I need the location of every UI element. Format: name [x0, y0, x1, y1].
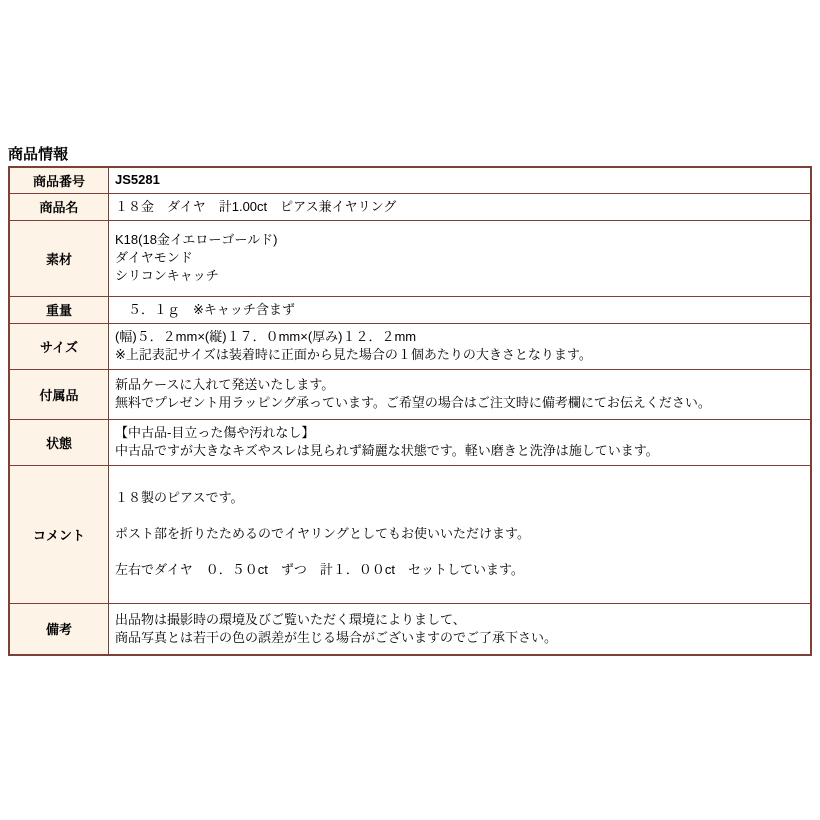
table-row [9, 603, 811, 655]
row-value-line [115, 507, 804, 525]
row-value [109, 220, 812, 296]
table-row [9, 465, 811, 603]
row-value-line: JS5281 [115, 172, 160, 188]
row-value-line: 新品ケースに入れて発送いたします。 [115, 377, 335, 392]
row-value-line: シリコンキャッチ [115, 268, 219, 283]
row-value [109, 193, 812, 220]
table-row [9, 296, 811, 323]
row-label: 備考 [9, 603, 109, 655]
row-label: コメント [9, 465, 109, 603]
row-value-line: 【中古品-目立った傷や汚れなし】 [115, 425, 315, 440]
row-value-line: ※上記表記サイズは装着時に正面から見た場合の１個あたりの大きさとなります。 [115, 347, 592, 362]
row-value-line [115, 543, 804, 561]
row-value-line: １８金 ダイヤ 計1.00ct ピアス兼イヤリング [115, 198, 397, 214]
page-title: 商品情報 [8, 146, 69, 163]
row-value-line: 左右でダイヤ ０．５０ct ずつ 計１．００ct セットしています。 [115, 562, 524, 577]
table-row [9, 323, 811, 369]
row-value [109, 323, 812, 369]
table-row [9, 220, 811, 296]
row-label: 状態 [9, 419, 109, 465]
row-label: 素材 [9, 220, 109, 296]
row-value-line: ポスト部を折りたためるのでイヤリングとしてもお使いいただけます。 [115, 526, 530, 541]
row-value [109, 369, 812, 419]
row-value-line: 出品物は撮影時の環境及びご覧いただく環境によりまして、 [115, 611, 466, 627]
row-label: 商品番号 [9, 167, 109, 193]
row-label: 付属品 [9, 369, 109, 419]
table-row [9, 167, 811, 193]
row-value-line: ダイヤモンド [115, 250, 193, 265]
table-row [9, 193, 811, 220]
row-value [109, 167, 812, 193]
row-value-line: K18(18金イエローゴールド) [115, 232, 278, 247]
row-value [109, 603, 812, 655]
row-value-line: １８製のピアスです。 [115, 490, 244, 505]
row-value-line: 中古品ですが大きなキズやスレは見られず綺麗な状態です。軽い磨きと洗浄は施しています。 [115, 443, 659, 458]
row-value [109, 296, 812, 323]
product-info-table [8, 166, 812, 656]
table-row [9, 369, 811, 419]
table-row [9, 419, 811, 465]
row-value-line: 無料でプレゼント用ラッピング承っています。ご希望の場合はご注文時に備考欄にてお伝えください。 [115, 395, 711, 410]
row-value [109, 419, 812, 465]
row-value-line: (幅)５．２mm×(縦)１７．０mm×(厚み)１２．２mm [115, 329, 417, 344]
row-value [109, 465, 812, 603]
row-value-line: ５．１ｇ ※キャッチ含まず [115, 301, 295, 317]
row-label: サイズ [9, 323, 109, 369]
row-value-line: 商品写真とは若干の色の誤差が生じる場合がございますのでご了承下さい。 [115, 629, 558, 645]
row-label: 重量 [9, 296, 109, 323]
row-label: 商品名 [9, 193, 109, 220]
product-info-table-body [9, 167, 811, 655]
